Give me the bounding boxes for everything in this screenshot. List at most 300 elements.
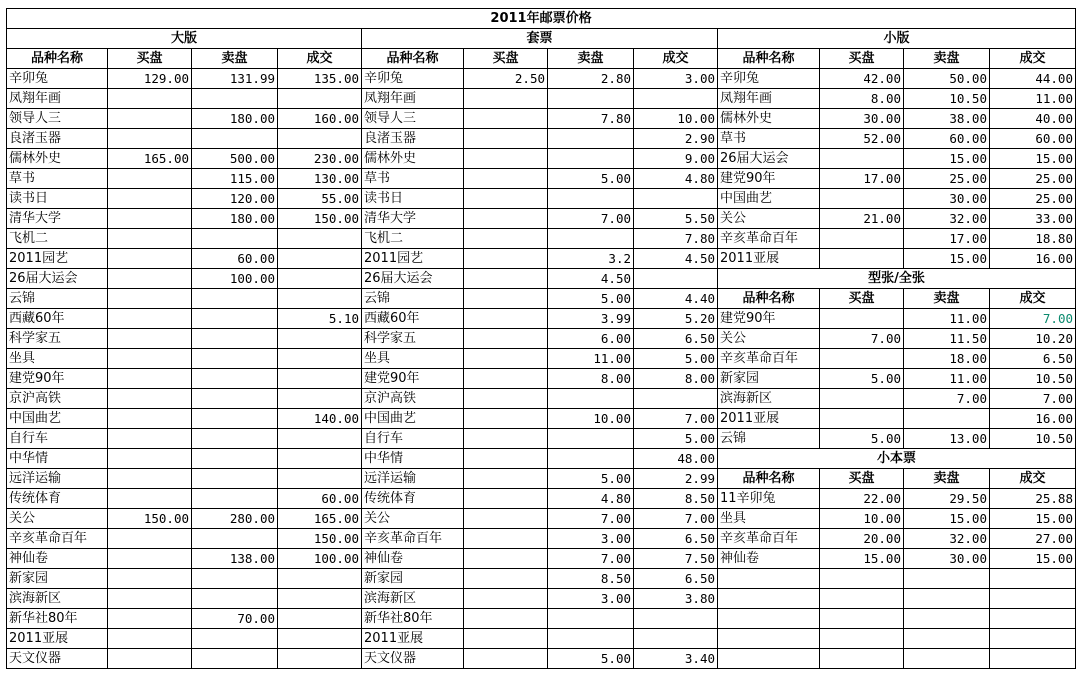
empty-cell: [990, 569, 1076, 589]
table-row: [7, 609, 1076, 629]
value-cell: [108, 269, 192, 289]
value-cell: [464, 369, 548, 389]
value-cell: 15.00: [904, 249, 990, 269]
item-name: 2011亚展: [718, 409, 820, 429]
value-cell: [278, 349, 362, 369]
item-name: 滨海新区: [362, 589, 464, 609]
item-name: 26届大运会: [362, 269, 464, 289]
value-cell: [464, 649, 548, 669]
value-cell: 10.00: [820, 509, 904, 529]
value-cell: 135.00: [278, 69, 362, 89]
item-name: 西藏60年: [7, 309, 108, 329]
value-cell: 55.00: [278, 189, 362, 209]
value-cell: 4.80: [548, 489, 634, 509]
item-name: 领导人三: [7, 109, 108, 129]
column-header: 买盘: [108, 49, 192, 69]
value-cell: 131.99: [192, 69, 278, 89]
value-cell: [820, 189, 904, 209]
value-cell: [634, 389, 718, 409]
value-cell: 115.00: [192, 169, 278, 189]
item-name: 坐具: [718, 509, 820, 529]
value-cell: 5.20: [634, 309, 718, 329]
value-cell: [108, 229, 192, 249]
value-cell: 3.40: [634, 649, 718, 669]
value-cell: [192, 409, 278, 429]
empty-cell: [904, 649, 990, 669]
value-cell: [278, 429, 362, 449]
value-cell: [192, 369, 278, 389]
value-cell: 2.99: [634, 469, 718, 489]
value-cell: 4.40: [634, 289, 718, 309]
value-cell: 7.80: [548, 109, 634, 129]
item-name: 新华社80年: [362, 609, 464, 629]
table-row: [7, 249, 1076, 269]
value-cell: [108, 289, 192, 309]
item-name: 云锦: [7, 289, 108, 309]
value-cell: 13.00: [904, 429, 990, 449]
item-name: 辛卯兔: [718, 69, 820, 89]
column-header: 买盘: [464, 49, 548, 69]
value-cell: 7.00: [990, 309, 1076, 329]
value-cell: [464, 229, 548, 249]
item-name: 2011园艺: [7, 249, 108, 269]
value-cell: [464, 149, 548, 169]
value-cell: 5.50: [634, 209, 718, 229]
page-title: 2011年邮票价格: [7, 9, 1076, 29]
value-cell: [192, 349, 278, 369]
item-name: 建党90年: [718, 169, 820, 189]
value-cell: [464, 129, 548, 149]
value-cell: 138.00: [192, 549, 278, 569]
value-cell: [108, 629, 192, 649]
stamp-price-table: [6, 8, 1076, 669]
table-row: [7, 449, 1076, 469]
value-cell: [192, 529, 278, 549]
empty-cell: [820, 629, 904, 649]
item-name: 坐具: [362, 349, 464, 369]
item-name: 云锦: [362, 289, 464, 309]
value-cell: 18.00: [904, 349, 990, 369]
value-cell: 10.00: [548, 409, 634, 429]
value-cell: 10.20: [990, 329, 1076, 349]
value-cell: 17.00: [820, 169, 904, 189]
value-cell: 3.2: [548, 249, 634, 269]
item-name: 关公: [718, 209, 820, 229]
value-cell: [464, 489, 548, 509]
value-cell: [278, 129, 362, 149]
value-cell: [192, 429, 278, 449]
table-row: [7, 349, 1076, 369]
item-name: 2011亚展: [718, 249, 820, 269]
value-cell: 7.00: [548, 209, 634, 229]
value-cell: 8.50: [634, 489, 718, 509]
value-cell: 7.00: [634, 509, 718, 529]
value-cell: [464, 209, 548, 229]
value-cell: [820, 389, 904, 409]
value-cell: [108, 469, 192, 489]
column-header: 品种名称: [718, 289, 820, 309]
value-cell: 6.50: [990, 349, 1076, 369]
item-name: 中华情: [362, 449, 464, 469]
value-cell: [192, 449, 278, 469]
item-name: 良渚玉器: [7, 129, 108, 149]
value-cell: [548, 429, 634, 449]
item-name: 凤翔年画: [7, 89, 108, 109]
value-cell: 8.00: [548, 369, 634, 389]
value-cell: 3.80: [634, 589, 718, 609]
value-cell: 50.00: [904, 69, 990, 89]
item-name: 自行车: [362, 429, 464, 449]
item-name: 神仙卷: [718, 549, 820, 569]
value-cell: 7.00: [634, 409, 718, 429]
value-cell: 5.00: [634, 349, 718, 369]
value-cell: 6.50: [634, 329, 718, 349]
value-cell: 15.00: [904, 509, 990, 529]
item-name: 关公: [362, 509, 464, 529]
table-row: [7, 209, 1076, 229]
value-cell: [548, 609, 634, 629]
item-name: 中华情: [7, 449, 108, 469]
value-cell: [108, 449, 192, 469]
value-cell: 27.00: [990, 529, 1076, 549]
value-cell: [108, 429, 192, 449]
item-name: 2011园艺: [362, 249, 464, 269]
item-name: 传统体育: [7, 489, 108, 509]
value-cell: [464, 569, 548, 589]
value-cell: 165.00: [108, 149, 192, 169]
value-cell: 25.00: [990, 169, 1076, 189]
column-header: 买盘: [820, 289, 904, 309]
value-cell: 32.00: [904, 209, 990, 229]
item-name: 滨海新区: [718, 389, 820, 409]
value-cell: 11.00: [548, 349, 634, 369]
column-header: 品种名称: [718, 49, 820, 69]
value-cell: 16.00: [990, 409, 1076, 429]
column-header: 成交: [990, 469, 1076, 489]
value-cell: 5.10: [278, 309, 362, 329]
value-cell: 8.00: [820, 89, 904, 109]
table-row: [7, 269, 1076, 289]
value-cell: [108, 109, 192, 129]
empty-cell: [904, 629, 990, 649]
item-name: 自行车: [7, 429, 108, 449]
value-cell: 6.00: [548, 329, 634, 349]
value-cell: 21.00: [820, 209, 904, 229]
empty-cell: [990, 629, 1076, 649]
value-cell: [108, 89, 192, 109]
value-cell: 25.88: [990, 489, 1076, 509]
table-row: [7, 329, 1076, 349]
value-cell: 180.00: [192, 209, 278, 229]
empty-cell: [820, 589, 904, 609]
item-name: 关公: [7, 509, 108, 529]
value-cell: [548, 149, 634, 169]
table-row: [7, 409, 1076, 429]
value-cell: [108, 169, 192, 189]
value-cell: [634, 609, 718, 629]
empty-cell: [904, 589, 990, 609]
value-cell: 11.50: [904, 329, 990, 349]
column-header: 成交: [634, 49, 718, 69]
item-name: 11辛卯兔: [718, 489, 820, 509]
table-row: [7, 69, 1076, 89]
value-cell: 2.50: [464, 69, 548, 89]
value-cell: 130.00: [278, 169, 362, 189]
value-cell: 4.50: [634, 249, 718, 269]
value-cell: [278, 589, 362, 609]
value-cell: [464, 609, 548, 629]
value-cell: 29.50: [904, 489, 990, 509]
value-cell: 2.90: [634, 129, 718, 149]
item-name: 远洋运输: [362, 469, 464, 489]
value-cell: 30.00: [904, 189, 990, 209]
value-cell: 40.00: [990, 109, 1076, 129]
table-row: [7, 189, 1076, 209]
table-row: [7, 629, 1076, 649]
value-cell: [192, 589, 278, 609]
empty-cell: [820, 649, 904, 669]
value-cell: [278, 389, 362, 409]
item-name: 儒林外史: [718, 109, 820, 129]
value-cell: [634, 189, 718, 209]
empty-cell: [718, 609, 820, 629]
value-cell: 5.00: [548, 169, 634, 189]
column-header: 成交: [990, 49, 1076, 69]
value-cell: 100.00: [192, 269, 278, 289]
column-header: 品种名称: [362, 49, 464, 69]
item-name: 中国曲艺: [7, 409, 108, 429]
value-cell: 44.00: [990, 69, 1076, 89]
value-cell: [108, 129, 192, 149]
value-cell: 60.00: [192, 249, 278, 269]
value-cell: [464, 389, 548, 409]
value-cell: [820, 409, 904, 429]
value-cell: 15.00: [990, 549, 1076, 569]
section-title-set: 套票: [362, 29, 718, 49]
value-cell: [192, 289, 278, 309]
value-cell: 60.00: [904, 129, 990, 149]
value-cell: [192, 309, 278, 329]
value-cell: [278, 89, 362, 109]
value-cell: [108, 529, 192, 549]
value-cell: 140.00: [278, 409, 362, 429]
item-name: 辛亥革命百年: [362, 529, 464, 549]
item-name: 草书: [718, 129, 820, 149]
value-cell: [108, 209, 192, 229]
value-cell: 10.00: [634, 109, 718, 129]
column-header: 卖盘: [548, 49, 634, 69]
value-cell: 8.00: [634, 369, 718, 389]
empty-cell: [718, 629, 820, 649]
value-cell: [108, 349, 192, 369]
value-cell: [464, 189, 548, 209]
item-name: 建党90年: [362, 369, 464, 389]
value-cell: 17.00: [904, 229, 990, 249]
value-cell: 16.00: [990, 249, 1076, 269]
item-name: 领导人三: [362, 109, 464, 129]
section-title-big: 大版: [7, 29, 362, 49]
item-name: 京沪高铁: [362, 389, 464, 409]
value-cell: 3.00: [634, 69, 718, 89]
value-cell: [108, 189, 192, 209]
table-row: [7, 169, 1076, 189]
value-cell: [464, 449, 548, 469]
value-cell: [108, 569, 192, 589]
value-cell: 5.00: [820, 369, 904, 389]
item-name: 辛亥革命百年: [718, 349, 820, 369]
value-cell: 7.00: [904, 389, 990, 409]
value-cell: 6.50: [634, 569, 718, 589]
item-name: 儒林外史: [7, 149, 108, 169]
value-cell: [108, 249, 192, 269]
empty-cell: [718, 569, 820, 589]
value-cell: [108, 489, 192, 509]
value-cell: 3.00: [548, 529, 634, 549]
item-name: 建党90年: [718, 309, 820, 329]
item-name: 神仙卷: [362, 549, 464, 569]
table-row: [7, 89, 1076, 109]
value-cell: [634, 89, 718, 109]
value-cell: 7.50: [634, 549, 718, 569]
value-cell: 60.00: [278, 489, 362, 509]
value-cell: 165.00: [278, 509, 362, 529]
value-cell: [278, 649, 362, 669]
table-row: [7, 369, 1076, 389]
value-cell: [192, 329, 278, 349]
value-cell: 150.00: [278, 529, 362, 549]
table-row: [7, 29, 1076, 49]
value-cell: [192, 569, 278, 589]
value-cell: 6.50: [634, 529, 718, 549]
column-header: 买盘: [820, 469, 904, 489]
value-cell: 60.00: [990, 129, 1076, 149]
empty-cell: [904, 609, 990, 629]
value-cell: [548, 389, 634, 409]
value-cell: 30.00: [904, 549, 990, 569]
item-name: 西藏60年: [362, 309, 464, 329]
value-cell: 30.00: [820, 109, 904, 129]
column-header: 卖盘: [904, 49, 990, 69]
value-cell: 280.00: [192, 509, 278, 529]
empty-cell: [990, 609, 1076, 629]
item-name: 远洋运输: [7, 469, 108, 489]
table-row: [7, 549, 1076, 569]
value-cell: 48.00: [634, 449, 718, 469]
value-cell: 10.50: [990, 429, 1076, 449]
item-name: 读书日: [7, 189, 108, 209]
empty-cell: [820, 569, 904, 589]
item-name: 天文仪器: [362, 649, 464, 669]
table-row: [7, 569, 1076, 589]
item-name: 建党90年: [7, 369, 108, 389]
value-cell: 70.00: [192, 609, 278, 629]
value-cell: 8.50: [548, 569, 634, 589]
value-cell: 22.00: [820, 489, 904, 509]
item-name: 草书: [362, 169, 464, 189]
item-name: 坐具: [7, 349, 108, 369]
table-row: [7, 229, 1076, 249]
value-cell: 11.00: [904, 309, 990, 329]
value-cell: [634, 269, 718, 289]
empty-cell: [718, 649, 820, 669]
table-row: [7, 129, 1076, 149]
value-cell: [634, 629, 718, 649]
item-name: 凤翔年画: [718, 89, 820, 109]
item-name: 神仙卷: [7, 549, 108, 569]
value-cell: 4.50: [548, 269, 634, 289]
table-row: [7, 289, 1076, 309]
value-cell: 10.50: [904, 89, 990, 109]
item-name: 关公: [718, 329, 820, 349]
value-cell: [548, 89, 634, 109]
value-cell: 15.00: [990, 509, 1076, 529]
value-cell: [464, 349, 548, 369]
column-header: 卖盘: [904, 289, 990, 309]
value-cell: [192, 489, 278, 509]
table-row: [7, 9, 1076, 29]
section-title-booklet: 小本票: [718, 449, 1076, 469]
item-name: 新家园: [362, 569, 464, 589]
value-cell: [108, 589, 192, 609]
value-cell: [192, 649, 278, 669]
value-cell: 15.00: [904, 149, 990, 169]
table-row: [7, 509, 1076, 529]
item-name: 儒林外史: [362, 149, 464, 169]
value-cell: [464, 629, 548, 649]
value-cell: 15.00: [990, 149, 1076, 169]
item-name: 科学家五: [7, 329, 108, 349]
value-cell: [820, 149, 904, 169]
value-cell: [464, 89, 548, 109]
section-title-small: 小版: [718, 29, 1076, 49]
value-cell: 10.50: [990, 369, 1076, 389]
value-cell: [278, 229, 362, 249]
value-cell: 9.00: [634, 149, 718, 169]
value-cell: [192, 389, 278, 409]
table-row: [7, 489, 1076, 509]
value-cell: 5.00: [548, 469, 634, 489]
item-name: 26届大运会: [7, 269, 108, 289]
table-row: [7, 469, 1076, 489]
value-cell: 33.00: [990, 209, 1076, 229]
value-cell: [464, 549, 548, 569]
table-row: [7, 149, 1076, 169]
value-cell: 7.00: [990, 389, 1076, 409]
table-row: [7, 429, 1076, 449]
item-name: 辛亥革命百年: [7, 529, 108, 549]
item-name: 辛亥革命百年: [718, 529, 820, 549]
value-cell: 7.00: [820, 329, 904, 349]
value-cell: [464, 429, 548, 449]
section-title-sheet: 型张/全张: [718, 269, 1076, 289]
value-cell: 5.00: [548, 649, 634, 669]
value-cell: [548, 449, 634, 469]
value-cell: [108, 409, 192, 429]
value-cell: [820, 349, 904, 369]
item-name: 滨海新区: [7, 589, 108, 609]
item-name: 良渚玉器: [362, 129, 464, 149]
value-cell: 11.00: [990, 89, 1076, 109]
value-cell: [108, 389, 192, 409]
value-cell: [820, 309, 904, 329]
value-cell: 150.00: [278, 209, 362, 229]
column-header: 卖盘: [904, 469, 990, 489]
value-cell: 7.00: [548, 549, 634, 569]
value-cell: [108, 549, 192, 569]
value-cell: [108, 649, 192, 669]
item-name: 草书: [7, 169, 108, 189]
value-cell: 129.00: [108, 69, 192, 89]
